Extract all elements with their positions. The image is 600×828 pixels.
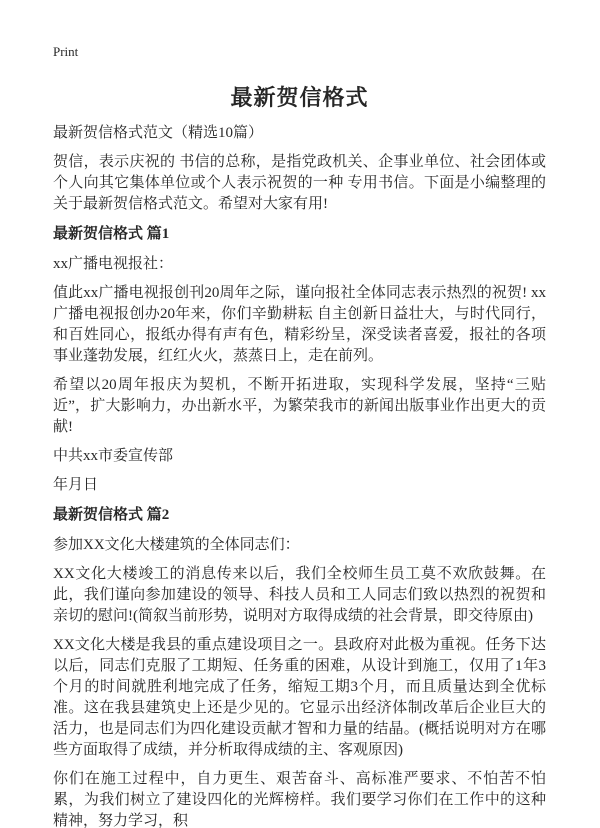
print-link[interactable]: Print [53,44,79,59]
page-title: 最新贺信格式 [230,85,369,110]
section-1-paragraph: 值此xx广播电视报创刊20周年之际，谨向报社全体同志表示热烈的祝贺! xx广播电视报创办20年来，你们辛勤耕耘 自主创新日益壮大，与时代同行，和百姓同心，报纸办得有声有色，精彩纷呈，深受读者喜爱，报社的各项事业蓬勃发展，红红火火，蒸蒸日上，走在前列。 [53,285,546,364]
document-subtitle: 最新贺信格式范文（精选10篇） [53,125,264,141]
section-2-paragraph: XX文化大楼竣工的消息传来以后，我们全校师生员工莫不欢欣鼓舞。在此，我们谨向参加建设的领导、科技人员和工人同志们致以热烈的祝贺和亲切的慰问!(简叙当前形势，说明对方取得成绩的社会背景，即交待原由) [53,566,546,624]
section-2-salutation: 参加XX文化大楼建筑的全体同志们： [53,537,300,553]
section-1-salutation: xx广播电视报社： [53,256,174,272]
section-1-date-line: 年月日 [53,477,99,493]
section-1-signature-line: 中共xx市委宣传部 [53,448,174,464]
intro-paragraph: 贺信，表示庆祝的 书信的总称，是指党政机关、企事业单位、社会团体或个人向其它集体单位或个人表示祝贺的一种 专用书信。下面是小编整理的关于最新贺信格式范文。希望对大家有用! [53,154,546,212]
section-1-paragraph: 希望以20周年报庆为契机，不断开拓进取，实现科学发展，坚持“三贴近”，扩大影响力，办出新水平，为繁荣我市的新闻出版事业作出更大的贡献! [53,377,546,435]
section-2-paragraph: XX文化大楼是我县的重点建设项目之一。县政府对此极为重视。任务下达以后，同志们克服了工期短、任务重的困难，从设计到施工，仅用了1年3个月的时间就胜利地完成了任务，缩短工期3个月，而且质量达到全优标准。这在我县建筑史上还是少见的。它显示出经济体制改革后企业巨大的活力，也是同志们为四化建设贡献才智和力量的结晶。(概括说明对方在哪些方面取得了成绩，并分析取得成绩的主、客观原因) [53,637,546,758]
section-2-heading: 最新贺信格式 篇2 [53,507,170,523]
section-2-paragraph: 你们在施工过程中，自力更生、艰苦奋斗、高标准严要求、不怕苦不怕累，为我们树立了建设四化的光辉榜样。我们要学习你们在工作中的这种精神，努力学习，积 [53,771,546,828]
section-1-heading: 最新贺信格式 篇1 [53,226,170,242]
